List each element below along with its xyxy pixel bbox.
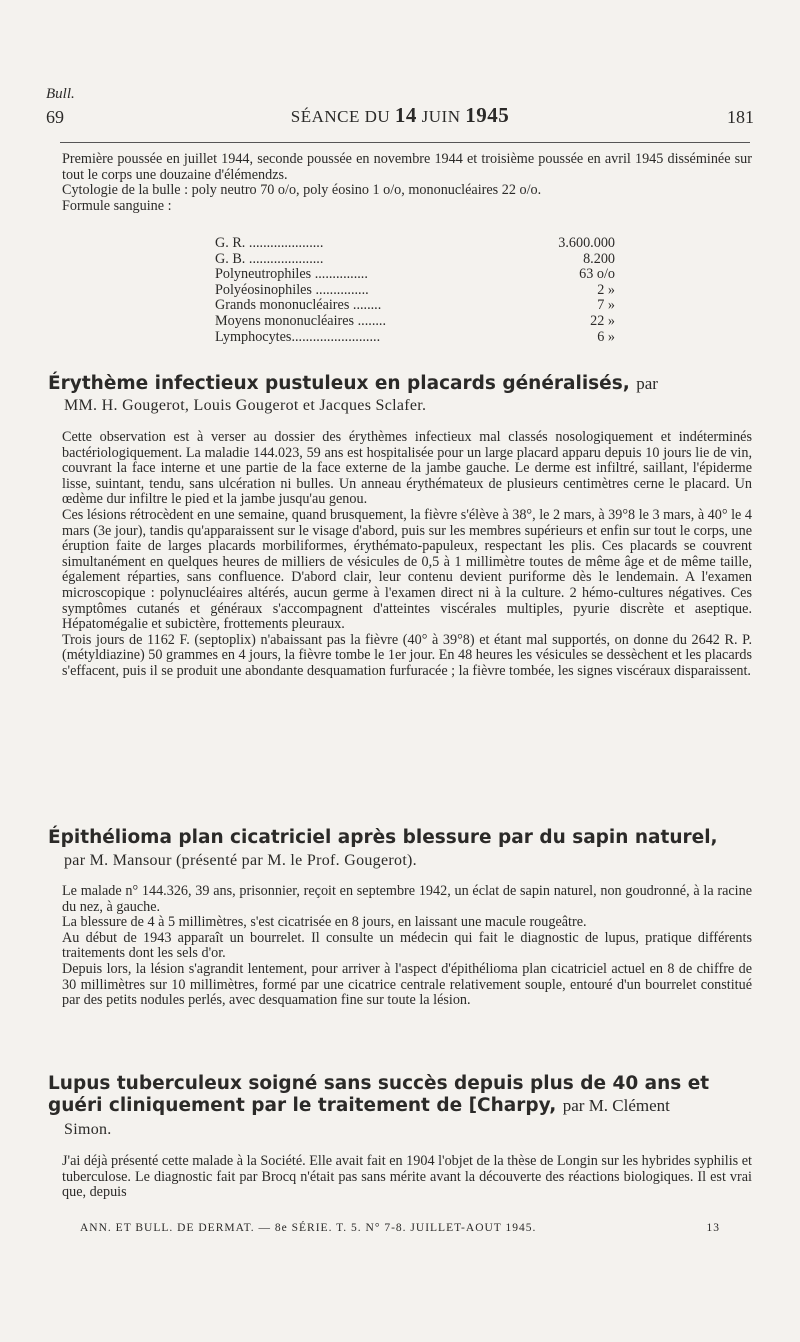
section-1-title (48, 373, 754, 395)
formula-row: Lymphocytes......................... 6 » (215, 328, 615, 345)
intro-line-1: Première poussée en juillet 1944, seconde poussée en novembre 1944 et troisième poussée en avril 1945 disséminée sur tout le corps une douzaine d'élémenǳs. (62, 151, 752, 183)
paragraph: La blessure de 4 à 5 millimètres, s'est cicatrisée en 8 jours, en laissant une macule rougeâtre. (62, 914, 587, 931)
page-number: 181 (727, 107, 754, 127)
formula-row: Moyens mononucléaires ........ 22 » (215, 312, 615, 329)
page-footer (80, 1222, 720, 1234)
bull-label: Bull. (46, 86, 75, 102)
section-1-authors: MM. H. Gougerot, Louis Gougerot et Jacques Sclafer. (64, 397, 427, 414)
formula-row: G. R. ..................... 3.600.000 (215, 235, 615, 251)
paragraph: Cette observation est à verser au dossier des érythèmes infectieux mal classés nosologiquement et indéterminés bactériologiquement. La maladie 144.023, 59 ans est hospitalisée pour un large placard apparu depuis 10 jours lie de vin, couvrant la face interne et une partie de la face externe de la jambe gauche. Le derme est infiltré, saillant, l'épiderme lisse, suintant, tendu, sans ulcération ni bulles. Un anneau érythémateux de plusieurs centimètres cerne le placard. Un œdème dur infiltre le pied et la jambe jusqu'au genou. (62, 429, 752, 508)
title-prefix: SÉANCE DU (290, 107, 391, 126)
title-day: 14 (394, 103, 417, 127)
intro-line-3: Formule sanguine : (62, 197, 172, 214)
section-3-title (48, 1073, 754, 1117)
section-1-par: par (636, 374, 658, 393)
section-3-heading-line-1: Lupus tuberculeux soigné sans succès depuis plus de 40 ans et (48, 1073, 710, 1094)
section-2-authors: par M. Mansour (présenté par M. le Prof. Gougerot). (64, 852, 417, 869)
page-header (46, 103, 754, 129)
intro-text (62, 152, 752, 214)
footer-citation: ANN. ET BULL. DE DERMAT. — 8e SÉRIE. T. 5. N° 7-8. JUILLET-AOUT 1945. (80, 1222, 537, 1234)
section-2-body (62, 884, 752, 1009)
intro-line-2: Cytologie de la bulle : poly neutro 70 o/o, poly éosino 1 o/o, mononucléaires 22 o/o. (62, 182, 542, 199)
formula-row: G. B. ..................... 8.200 (215, 250, 615, 267)
title-year: 1945 (465, 103, 510, 127)
left-page-number: 69 (46, 107, 64, 127)
section-3-author: par M. Clément (562, 1096, 670, 1115)
footer-number: 13 (706, 1222, 720, 1234)
formula-row: Polyéosinophiles ............... 2 » (215, 281, 615, 298)
running-title (46, 103, 754, 128)
paragraph: J'ai déjà présenté cette malade à la Société. Elle avait fait en 1904 l'objet de la thèse de Longin sur les hybrides syphilis et tuberculose. Le diagnostic fait par Brocq n'était pas sans mérite avant la découverte des réactions biologiques. Il est vrai que, depuis (62, 1153, 752, 1201)
header-rule (60, 142, 750, 143)
paragraph: Depuis lors, la lésion s'agrandit lentement, pour arriver à l'aspect d'épithélioma plan cicatriciel actuel en 8 de chiffre de 30 millimètres sur 10 millimètres, formé par une cicatrice centrale relativement souple, entouré d'un bourrelet constitué par des petits nodules perlés, avec desquamation fine sur toute la lésion. (62, 960, 752, 1009)
section-1-heading: Érythème infectieux pustuleux en placards généralisés, (48, 373, 630, 394)
paragraph: Au début de 1943 apparaît un bourrelet. Il consulte un médecin qui fait le diagnostic de lupus, pratique différents traitements dont les sels d'or. (62, 929, 752, 962)
section-3-heading-line-2: guéri cliniquement par le traitement de [Charpy, (48, 1095, 557, 1116)
section-3-author-line-2: Simon. (64, 1121, 112, 1138)
section-1-body (62, 430, 752, 680)
blood-formula-table (215, 236, 615, 345)
title-month: JUIN (421, 107, 461, 126)
section-2-title: Épithélioma plan cicatriciel après blessure par du sapin naturel, (48, 827, 718, 848)
section-3-body (62, 1154, 752, 1201)
paragraph: Trois jours de 1162 F. (septoplix) n'abaissant pas la fièvre (40° à 39°8) et étant mal supportés, on donne du 2642 R. P. (métyldiazine) 50 grammes en 4 jours, la fièvre tombe le 1er jour. En 48 heures les vésicules se dessèchent et les placards s'effacent, puis il se produit une abondante desquamation furfuracée ; la fièvre tombée, les signes viscéraux disparaissent. (62, 631, 752, 679)
formula-row: Polyneutrophiles ............... 63 o/o (215, 266, 615, 283)
paragraph: Ces lésions rétrocèdent en une semaine, quand brusquement, la fièvre s'élève à 38°, le 2 mars, à 39°8 le 3 mars, à 40° le 4 mars (3e jour), tandis qu'apparaissent sur le visage d'abord, puis sur les membres supérieurs et enfin sur tout le corps, une éruption faite de larges placards morbiliformes, érythémato-papuleux, respectant les plis. Ces placards se couvrent simultanément en quelques heures de milliers de vésicules de 0,5 à 1 millimètre toutes de même âge et de même taille, également réparties, sans confluence. D'abord clair, leur contenu devient puriforme dès le lendemain. A l'examen microscopique : polynucléaires altérés, aucun germe à l'examen direct ni à la culture. 2 hémo-cultures négatives. Ces symptômes cutanés et généraux s'accompagnent d'atteintes viscérales multiples, pyurie discrète et aseptique. Hépatomégalie et subictère, frottements pleuraux. (62, 506, 752, 633)
formula-row: Grands mononucléaires ........ 7 » (215, 297, 615, 314)
paragraph: Le malade n° 144.326, 39 ans, prisonnier, reçoit en septembre 1942, un éclat de sapin naturel, non goudronné, à la racine du nez, à gauche. (62, 883, 752, 915)
